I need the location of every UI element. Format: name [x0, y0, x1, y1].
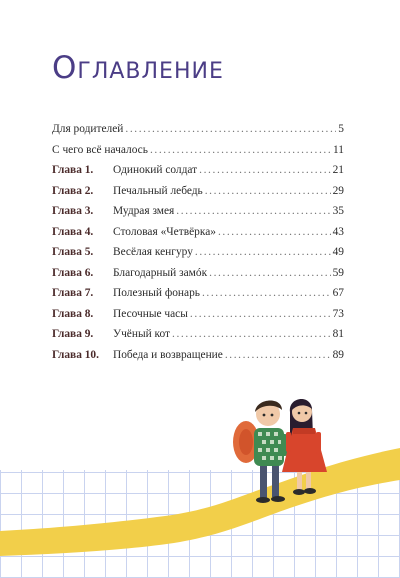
- toc-row[interactable]: [52, 181, 344, 202]
- toc-chapter-title: Печальный лебедь: [113, 184, 203, 197]
- toc-row[interactable]: [52, 140, 344, 161]
- toc-chapter-title: Полезный фонарь: [113, 287, 200, 299]
- toc-chapter-number: Глава 2.: [52, 184, 94, 197]
- toc-chapter-title: Песочные часы: [113, 307, 188, 320]
- toc-chapter-title: Для родителей: [52, 123, 124, 135]
- toc-row[interactable]: [52, 304, 344, 325]
- toc-chapter-number: Глава 5.: [52, 246, 94, 258]
- toc-row[interactable]: [52, 222, 344, 243]
- toc-chapter-title: Победа и возвращение: [113, 348, 223, 361]
- toc-chapter-title: Мудрая змея: [113, 205, 175, 217]
- toc-page-number: 81: [332, 328, 344, 340]
- toc-page-number: 21: [332, 164, 344, 176]
- toc-chapter-title: С чего всё началось: [52, 143, 148, 156]
- toc-page-number: 29: [332, 184, 344, 197]
- toc-chapter-number: Глава 1.: [52, 164, 94, 176]
- toc-chapter-number: Глава 6.: [52, 266, 94, 279]
- toc-page-number: 43: [332, 225, 344, 238]
- toc-page-number: 89: [332, 348, 344, 361]
- toc-leader-dots: [202, 283, 331, 304]
- toc-row[interactable]: [52, 345, 344, 366]
- toc-page-number: 35: [332, 205, 344, 217]
- toc-chapter-number: Глава 4.: [52, 225, 94, 238]
- toc-chapter-title: Одинокий солдат: [113, 164, 198, 176]
- toc-page-number: 73: [332, 307, 344, 320]
- toc-leader-dots: [172, 324, 331, 345]
- toc-leader-dots: [190, 304, 331, 325]
- toc-leader-dots: [225, 345, 331, 366]
- toc-chapter-number: Глава 7.: [52, 287, 94, 299]
- toc-leader-dots: [199, 160, 330, 181]
- toc-row[interactable]: [52, 119, 344, 140]
- toc-row[interactable]: [52, 263, 344, 284]
- toc-leader-dots: [150, 140, 331, 161]
- toc-row[interactable]: [52, 283, 344, 304]
- toc-chapter-number: Глава 9.: [52, 328, 94, 340]
- table-of-contents: [52, 119, 344, 365]
- toc-page-number: 49: [332, 246, 344, 258]
- toc-chapter-number: Глава 8.: [52, 307, 94, 320]
- yellow-road-icon: [0, 448, 400, 556]
- toc-page-number: 5: [338, 123, 344, 135]
- toc-leader-dots: [209, 263, 330, 284]
- children-walking-illustration: [0, 390, 400, 578]
- toc-chapter-title: Столовая «Четвёрка»: [113, 225, 216, 238]
- toc-row[interactable]: [52, 201, 344, 222]
- toc-chapter-number: Глава 3.: [52, 205, 94, 217]
- toc-row[interactable]: [52, 242, 344, 263]
- toc-page-number: 11: [333, 143, 344, 156]
- toc-row[interactable]: [52, 324, 344, 345]
- toc-leader-dots: [218, 222, 331, 243]
- toc-leader-dots: [205, 181, 331, 202]
- toc-row[interactable]: [52, 160, 344, 181]
- page-title: Оглавление: [52, 50, 224, 86]
- toc-chapter-title: Благодарный замóк: [113, 266, 208, 279]
- toc-leader-dots: [195, 242, 331, 263]
- toc-leader-dots: [176, 201, 330, 222]
- toc-chapter-title: Весёлая кенгуру: [113, 246, 193, 258]
- toc-chapter-number: Глава 10.: [52, 348, 99, 361]
- toc-leader-dots: [125, 119, 336, 140]
- toc-page-number: 59: [332, 266, 344, 279]
- toc-page-number: 67: [332, 287, 344, 299]
- toc-chapter-title: Учёный кот: [113, 328, 171, 340]
